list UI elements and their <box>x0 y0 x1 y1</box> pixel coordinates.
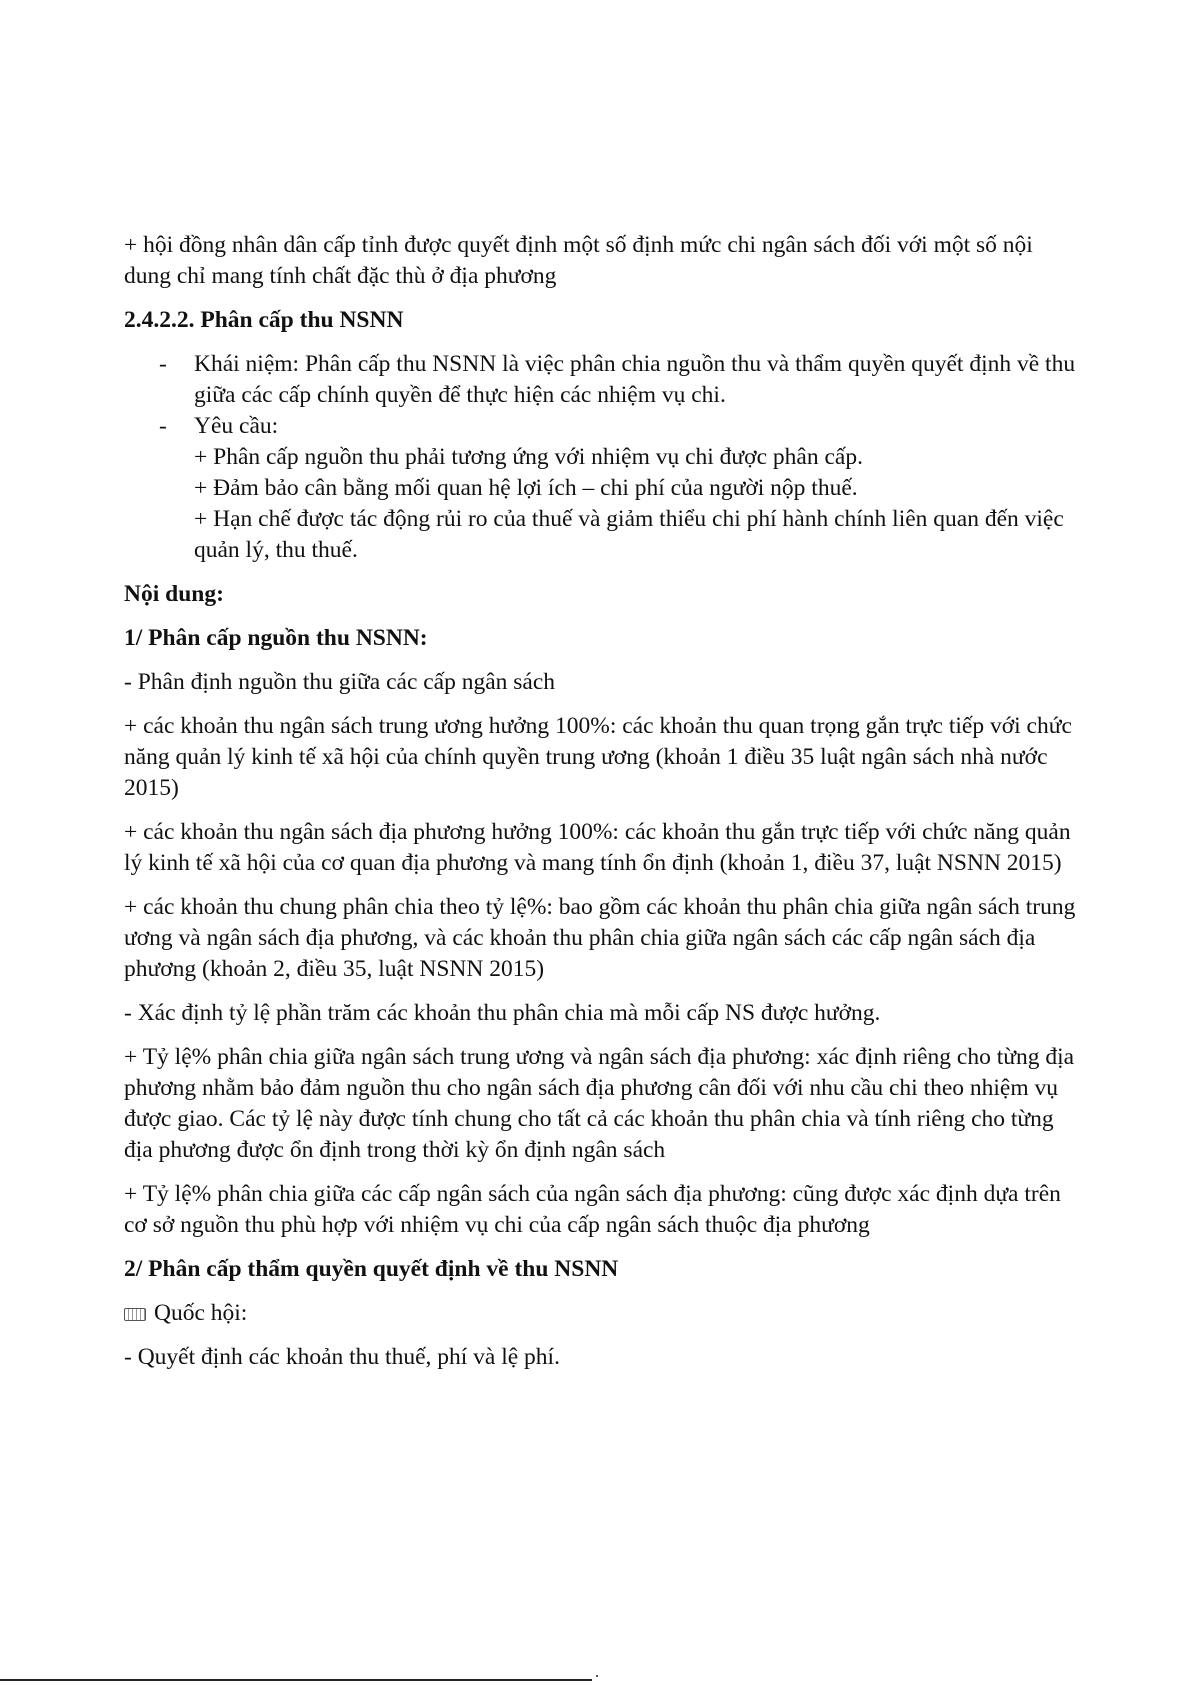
paragraph-rate-central-local: + Tỷ lệ% phân chia giữa ngân sách trung ương và ngân sách địa phương: xác định riêng cho từng địa phương nhằm bảo đảm nguồn thu cho ngân sách địa phương cân đối với nhu cầu chi theo nhiệm vụ được giao. Các tỷ lệ này được tính chung cho tất cả các khoản thu phân chia và tính riêng cho từng địa phương được ổn định trong thời kỳ ổn định ngân sách <box>124 1044 1075 1163</box>
heading-content: Nội dung: <box>124 581 224 607</box>
dash-marker: - <box>159 351 167 377</box>
intro-paragraph: + hội đồng nhân dân cấp tỉnh được quyết định một số định mức chi ngân sách đối với một số nội dung chỉ mang tính chất đặc thù ở địa phương <box>124 232 1033 289</box>
heading-revenue-decentralization: 2.4.2.2. Phân cấp thu NSNN <box>124 307 404 333</box>
heading-revenue-source: 1/ Phân cấp nguồn thu NSNN: <box>124 625 428 651</box>
quoc-hoi-line <box>124 1298 1084 1329</box>
requirement-item: + Phân cấp nguồn thu phải tương ứng với nhiệm vụ chi được phân cấp. <box>194 444 863 470</box>
paragraph-divide-sources: - Phân định nguồn thu giữa các cấp ngân sách <box>124 669 556 695</box>
quoc-hoi-label: Quốc hội: <box>154 1300 248 1326</box>
concept-text: Khái niệm: Phân cấp thu NSNN là việc phân chia nguồn thu và thẩm quyền quyết định về thu giữa các cấp chính quyền để thực hiện các nhiệm vụ chi. <box>194 351 1076 408</box>
paragraph-central-100: + các khoản thu ngân sách trung ương hưởng 100%: các khoản thu quan trọng gắn trực tiếp với chức năng quản lý kinh tế xã hội của chính quyền trung ương (khoản 1 điều 35 luật ngân sách nhà nước 2015) <box>124 713 1072 801</box>
requirements-label: Yêu cầu: <box>194 413 279 439</box>
requirement-item: + Đảm bảo cân bằng mối quan hệ lợi ích – chi phí của người nộp thuế. <box>194 475 858 501</box>
dash-marker: - <box>159 413 167 439</box>
heading-authority: 2/ Phân cấp thẩm quyền quyết định về thu NSNN <box>124 1256 619 1282</box>
paragraph-decide-taxes: - Quyết định các khoản thu thuế, phí và lệ phí. <box>124 1344 560 1370</box>
list-item-concept <box>124 349 1084 411</box>
paragraph-local-100: + các khoản thu ngân sách địa phương hưởng 100%: các khoản thu gắn trực tiếp với chức năng quản lý kinh tế xã hội của cơ quan địa phương và mang tính ổn định (khoản 1, điều 37, luật NSNN 2015) <box>124 819 1071 876</box>
keyboard-icon <box>124 1308 146 1321</box>
footer-rule <box>0 1679 592 1681</box>
requirement-item: + Hạn chế được tác động rủi ro của thuế và giảm thiểu chi phí hành chính liên quan đến việc quản lý, thu thuế. <box>194 506 1064 563</box>
paragraph-rate: - Xác định tỷ lệ phần trăm các khoản thu phân chia mà mỗi cấp NS được hưởng. <box>124 1000 881 1026</box>
revenue-dash-list <box>124 349 1084 566</box>
document-page <box>124 230 1084 1386</box>
paragraph-shared: + các khoản thu chung phân chia theo tỷ lệ%: bao gồm các khoản thu phân chia giữa ngân sách trung ương và ngân sách địa phương, và các khoản thu phân chia giữa ngân sách các cấp ngân sách địa phương (khoản 2, điều 35, luật NSNN 2015) <box>124 894 1076 982</box>
list-item-requirements <box>124 411 1084 566</box>
paragraph-rate-local-levels: + Tỷ lệ% phân chia giữa các cấp ngân sách của ngân sách địa phương: cũng được xác định dựa trên cơ sở nguồn thu phù hợp với nhiệm vụ chi của cấp ngân sách thuộc địa phương <box>124 1181 1061 1238</box>
footer-mark <box>596 1675 598 1677</box>
